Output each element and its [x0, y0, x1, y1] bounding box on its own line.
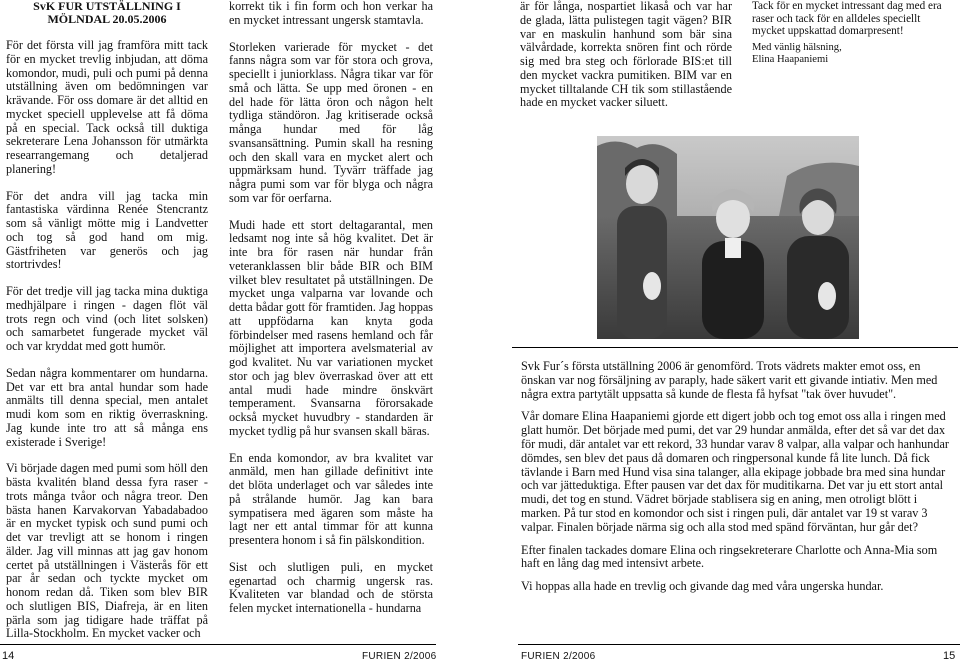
paragraph: Vår domare Elina Haapaniemi gjorde ett digert jobb och tog emot oss alla i ringen med glatt humör. Det började med pumi, det var 29 hundar anmälda, efter det så var det dax för mudi, där antalet var ett rekord, 33 hundar varav 8 valpar, alla valpar och hanhundar dömdes, sen blev det paus då domaren och ringpersonal kunde få lite lunch. Då fick tävlande i Barn med Hund visa sina talanger, alla ekipage jobbade bra med sina hundar och var jätteduktiga. Efter pausen var det dax för muditikarna. Det var ju ett stort antal mudi, det tog en stund. Vädret började stablisera sig en aning, men otroligt blött i marken. På tur stod en komondor och sist i ringen puli, där antalet var 19 st varav 3 valpar. Finalen började närma sig och alla stod med spänd förväntan, hur går det?	[521, 409, 949, 534]
paragraph: För det första vill jag framföra mitt tack för en mycket trevlig inbjudan, att döma komondor, mudi, puli och pumi på denna utställning även om bedömningen var krävande. För oss domare är det alltid en mycket speciell upplevelse att få döma på en special. Tack också till duktiga sekreterare Lena Johansson för utmärkta researrangemang och detaljerad planering!	[6, 38, 208, 176]
paragraph: korrekt tik i fin form och hon verkar ha en mycket intressant ungersk stamtavla.	[229, 0, 433, 27]
signature-name: Elina Haapaniemi	[752, 54, 829, 65]
paragraph: Sist och slutligen puli, en mycket egenartad och charmig ungersk ras. Kvaliteten var blandad och de största felen mycket internationella - hundarna	[229, 559, 433, 615]
signature-block	[752, 42, 952, 67]
paragraph: Vi hoppas alla hade en trevlig och givande dag med våra ungerska hundar.	[521, 579, 884, 594]
photo-three-women	[597, 136, 859, 339]
paragraph: Sedan några kommentarer om hundarna. Det var ett bra antal hundar som hade anmälts till denna special, men antalet mudi kom som en riktig överraskning. Jag kunde inte tro att så många ens existerade i Sverige!	[6, 365, 208, 449]
paragraph: Svk Fur´s första utställning 2006 är genomförd. Trots vädrets makter emot oss, en önskan var nog försäljning av paraply, hade säkert varit ett givande intiativ. Men med några extra partytält uppsatta så kunde de flesta få hyfsat "tak över huvudet".	[521, 359, 938, 401]
header-date: MÖLNDAL 20.05.2006	[47, 12, 167, 26]
paragraph: är för långa, nospartiet likaså och var har de glada, lätta pulistegen tagit vägen? BIR var en maskulin hanhund som bär sina välvårdade, korrekta snören fint och rörde sig med bra steg och förlorade BIS:et till den mycket vackra pumitiken. BIM var en mycket tilltalande CH tik som stillastående hade en mycket vacker siluett.	[520, 0, 732, 110]
page-number-left: 14	[2, 650, 15, 662]
article-column-3	[520, 0, 732, 123]
paragraph: För det andra vill jag tacka min fantastiska värdinna Renée Stencrantz som så vänligt mötte mig i Landvetter och tog så god hand om mig. Gästfriheten var generös och jag stortrivdes!	[6, 188, 208, 272]
paragraph: För det tredje vill jag tacka mina duktiga medhjälpare i ringen - dagen flöt väl trots regn och vind (och litet solsken) och samarbetet fungerade mycket väl och var kryddat med gott humör.	[6, 284, 208, 353]
report-article	[521, 360, 955, 603]
header-title: SvK FUR UTSTÄLLNING I	[33, 0, 181, 13]
footer-title-left: FURIEN 2/2006	[362, 651, 437, 662]
footer-rule-left	[0, 644, 436, 645]
footer-rule-right	[518, 644, 960, 645]
paragraph: Efter finalen tackades domare Elina och ringsekreterare Charlotte och Anna-Mia som haft en lång dag med intensivt arbete.	[521, 542, 938, 571]
article-header	[6, 0, 208, 26]
page-number-right: 15	[943, 650, 956, 662]
article-column-4	[752, 0, 952, 67]
paragraph: Storleken varierade för mycket - det fanns några som var för stora och grova, speciellt i juniorklass. Några tikar var för små och lätta. Se upp med öronen - en del hade för lätta öron och någon helt tydliga ständöron. Jag kritiserade också många hundar med för låg svansansättning. Pumin skall ha resning och den skall vara en mycket alert och uppmärksam hund. Tyvärr träffade jag några pumi som var för blyga och några som var för oerfarna.	[229, 39, 433, 205]
footer-title-right: FURIEN 2/2006	[521, 651, 596, 662]
article-column-2	[229, 0, 433, 629]
paragraph: En enda komondor, av bra kvalitet var anmäld, men han gillade definitivt inte det blöta underlaget och var således inte på strålande humör. Jag kan bara sympatisera med ägaren som måste ha lagt ner ett antal timmar för att kunna presentera honom i så fin pälskondition.	[229, 450, 433, 547]
photo-image	[597, 136, 859, 339]
paragraph: Mudi hade ett stort deltagarantal, men ledsamt nog inte så hög kvalitet. Det är inte bra för rasen när hundar från veteranklassen blir både BIR och BIM vilket blev resultatet på utställningen. De mycket unga valparna var lovande och detta bådar gott för framtiden. Jag hoppas att uppfödarna kan knyta goda förbindelser med rasens hemland och får möjlighet att importera avelsmaterial av god kvalitet. Nu var variationen mycket stor och jag blev överraskad över att ett antal mudi hade mindre önskvärt temperament. Svansarna förorsakade också mycket huvudbry - standarden är mycket tydlig på hur svansen skall bäras.	[229, 217, 433, 438]
paragraph: Vi började dagen med pumi som höll den bästa kvalitén bland dessa fyra raser - trots många tvåor och några treor. Den bästa hanen Karvakorvan Yabadabadoo är en mycket typisk och sund pumi och det var trevligt att se honom i ringen älder. Jag vill minnas att jag gav honom certet på utställningen i Västerås för ett par år sedan och tyckte mycket om honom redan då. Tiken som blev BIR och slutligen BIS, Diafreja, är en liten pärla som jag tidigare hade träffat på Lilla-Stockholm. En mycket vacker och	[6, 461, 208, 641]
thanks-text: Tack för en mycket intressant dag med era raser och tack för en alldeles speciellt mycket uppskattad domarpresent!	[752, 0, 942, 37]
article-column-1	[6, 0, 208, 654]
regards-text: Med vänlig hälsning,	[752, 41, 842, 53]
horizontal-rule	[512, 347, 958, 348]
